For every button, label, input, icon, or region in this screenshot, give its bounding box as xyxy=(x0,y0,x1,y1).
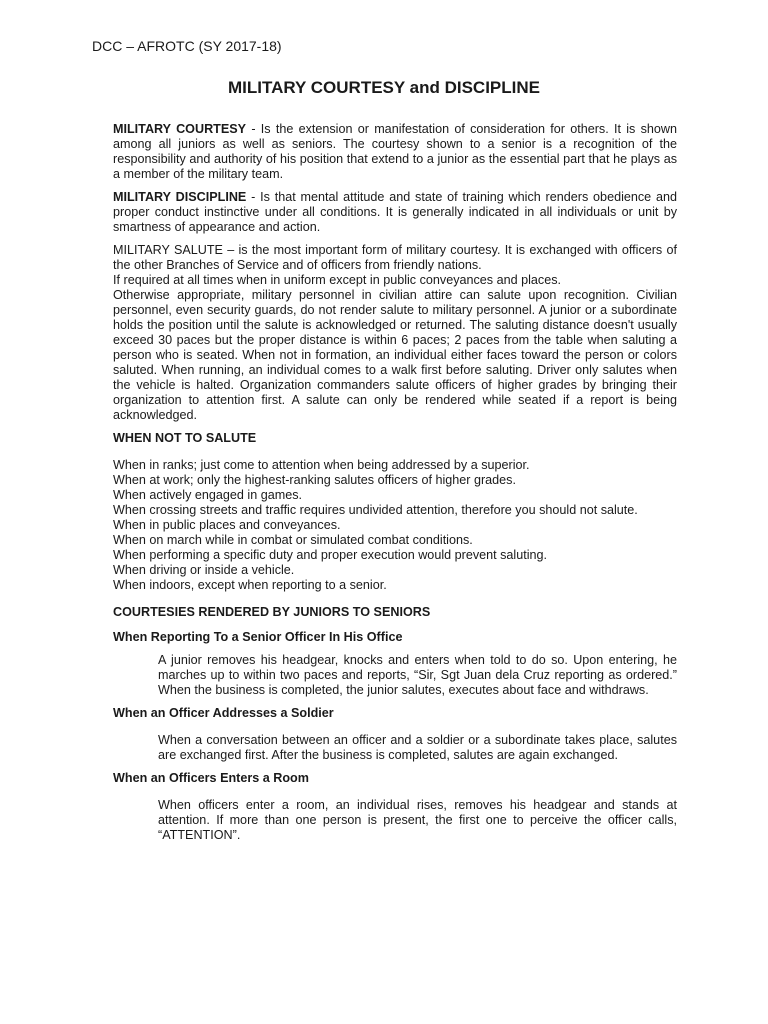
list-item: When in ranks; just come to attention when being addressed by a superior. xyxy=(113,458,530,472)
discipline-definition: - Is that mental attitude and state of training which renders obedience and proper conduct instinctive under all conditions. It is generally indicated in all individuals or unit by smartness of appearance and action. xyxy=(113,190,677,234)
page-title: MILITARY COURTESY and DISCIPLINE xyxy=(227,78,540,97)
section-text-reporting: A junior removes his headgear, knocks and enters when told to do so. Upon entering, he marches up to within two paces and reports, “Sir, Sgt Juan dela Cruz reporting as ordered.” When the business is completed, the junior salutes, executes about face and withdraws. xyxy=(158,653,677,697)
salute-requirement: If required at all times when in uniform except in public conveyances and places. xyxy=(113,273,562,287)
section-title-enters-room: When an Officers Enters a Room xyxy=(113,771,309,785)
courtesy-paragraph xyxy=(113,122,677,182)
section-text-enters-room: When officers enter a room, an individual rises, removes his headgear and stands at attention. If more than one person is present, the first one to perceive the officer calls, “ATTENTION”. xyxy=(158,798,677,842)
salute-intro: MILITARY SALUTE – is the most important form of military courtesy. It is exchanged with officers of the other Branches of Service and of officers from friendly nations. xyxy=(113,243,677,272)
section-title-reporting: When Reporting To a Senior Officer In His Office xyxy=(113,630,403,644)
section-title-addresses: When an Officer Addresses a Soldier xyxy=(113,706,334,720)
when-not-heading: WHEN NOT TO SALUTE xyxy=(113,431,257,445)
discipline-term: MILITARY DISCIPLINE xyxy=(113,190,247,204)
discipline-paragraph xyxy=(113,190,677,235)
list-item: When actively engaged in games. xyxy=(113,488,303,502)
when-not-list xyxy=(113,458,677,593)
list-item: When crossing streets and traffic requires undivided attention, therefore you should not salute. xyxy=(113,503,638,517)
list-item: When at work; only the highest-ranking salutes officers of higher grades. xyxy=(113,473,516,487)
courtesy-term: MILITARY COURTESY xyxy=(113,122,247,136)
list-item: When indoors, except when reporting to a senior. xyxy=(113,578,387,592)
page-header: DCC – AFROTC (SY 2017-18) xyxy=(92,38,282,54)
courtesies-heading: COURTESIES RENDERED BY JUNIORS TO SENIORS xyxy=(113,605,431,619)
section-text-addresses: When a conversation between an officer and a soldier or a subordinate takes place, salutes are exchanged first. After the business is completed, salutes are again exchanged. xyxy=(158,733,677,762)
list-item: When on march while in combat or simulated combat conditions. xyxy=(113,533,473,547)
salute-details: Otherwise appropriate, military personnel in civilian attire can salute upon recognition. Civilian personnel, even security guards, do not render salute to military personnel. A junior or a subordinate holds the position until the salute is acknowledged or returned. The saluting distance doesn't usually exceed 30 paces but the proper distance is within 6 paces; 2 paces from the table when saluting a person who is seated. When not in formation, an individual either faces toward the person or colors saluted. When running, an individual comes to a walk first before saluting. Driver only salutes when the vehicle is halted. Organization commanders salute officers of higher grades by bringing their organization to attention first. A salute can only be rendered while seated if a report is being acknowledged. xyxy=(113,288,677,422)
list-item: When performing a specific duty and proper execution would prevent saluting. xyxy=(113,548,548,562)
list-item: When in public places and conveyances. xyxy=(113,518,341,532)
document-body xyxy=(113,122,677,843)
courtesy-definition: - Is the extension or manifestation of consideration for others. It is shown among all juniors as well as seniors. The courtesy shown to a senior is a recognition of the responsibility and authority of his position that extend to a junior as the essential part that he plays as a member of the military team. xyxy=(113,122,677,181)
list-item: When driving or inside a vehicle. xyxy=(113,563,295,577)
